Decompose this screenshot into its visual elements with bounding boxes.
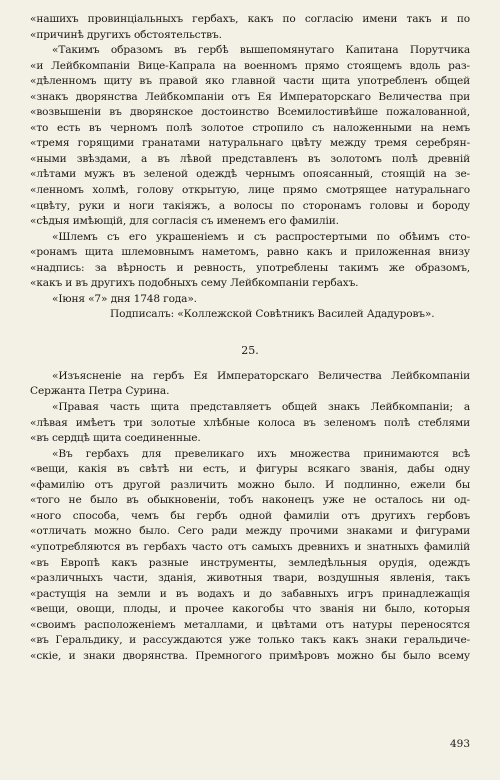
text-line: «причинѣ другихъ обстоятельствъ. [30,28,222,41]
text-line: «Іюня «7» дня 1748 года». [52,292,197,305]
text-line: «ного способа, чемъ бы гербъ одной фамиліи отъ другихъ гербовъ [30,509,470,522]
text-line: «ленномъ холмѣ, голову открытую, лице прямо смотрящее натуральнаго [30,184,470,197]
text-line: «того не было въ обыкновеніи, тобъ наконецъ уже не осталось ни од- [30,494,470,507]
text-line: «какъ и въ другихъ подобныхъ сему Лейбкомпаніи гербахъ. [30,277,359,290]
text-line: «въ Европѣ какъ разные инструменты, земледѣльныя орудія, одеждъ [30,556,470,569]
text-line: «и Лейбкомпаніи Вице-Капрала на военномъ прямо стоящемъ вдоль раз- [30,59,470,72]
spacer [30,323,470,343]
text-line: «Въ гербахъ для превеликаго ихъ множества принимаются всѣ [52,447,470,460]
text-line: «различныхъ части, зданія, животныя твари, воздушныя явленія, такъ [30,572,470,585]
text-line: «скіе, и знаки дворянства. Премногого примѣровъ можно бы было всему [30,649,470,662]
text-line: «растущія на земли и въ водахъ и до забавныхъ игръ принадлежащія [30,587,470,600]
text-line: «употребляются въ гербахъ часто отъ самыхъ древнихъ и знатныхъ фамилій [30,540,470,553]
text-line: «вещи, овощи, плоды, и прочее какогобы что званія ни было, которыя [30,603,470,616]
text-line: «отличать можно было. Сего ради между прочими знаками и фигурами [30,525,470,538]
text-line: «лѣтами мужъ въ зеленой одеждѣ чернымъ опоясанный, стоящій на зе- [30,168,470,181]
text-line: «нашихъ провинціальныхъ гербахъ, какъ по согласію имени такъ и по [30,13,470,25]
text-line: «Изъясненіе на гербъ Ея Императорскаго Величества Лейбкомпаніи [52,369,470,382]
text-line: «своимъ расположеніемъ металлами, и цвѣтами отъ натуры переносятся [30,618,470,631]
first-entry-block [30,12,470,323]
text-line: «въ сердцѣ щита соединенные. [30,432,201,445]
text-line: «лѣвая имѣетъ три золотые хлѣбные колоса въ зеленомъ полѣ стеблями [30,416,470,429]
text-line: Сержанта Петра Сурина. [30,385,170,398]
text-line: «Шлемъ съ его украшеніемъ и съ распростертыми по обѣимъ сто- [52,230,470,243]
text-line: «знакъ дворянства Лейбкомпаніи отъ Ея Императорскаго Величества при [30,90,470,103]
page-number: 493 [449,738,470,750]
text-line: «надпись: за вѣрность и ревность, употреблены такимъ же образомъ, [30,261,470,274]
text-line: «возвышеніи въ дворянское достоинство Всемилостивѣйше пожалованной, [30,106,470,119]
text-line: «ронамъ щита шлемовнымъ наметомъ, равно какъ и приложенная внизу [30,246,470,259]
section-number: 25. [241,343,259,357]
text-line: «цвѣту, руки и ноги такіяжъ, а волосы по сторонамъ головы и бороду [30,199,470,212]
text-line: «ными звѣздами, а въ лѣвой представленъ въ золотомъ полѣ древній [30,152,470,165]
text-line: «сѣдыя имѣющій, для согласія съ именемъ его фамиліи. [30,215,339,228]
spacer [30,359,470,369]
text-line: Подписалъ: «Коллежской Совѣтникъ Василей Ададуровъ». [110,308,435,321]
text-line: «въ Геральдику, и рассуждаются уже только такъ какъ знаки геральдиче- [30,634,470,647]
text-line: «вещи, какія въ свѣтѣ ни есть, и фигуры всякаго званія, дабы одну [30,463,470,476]
text-line: «Такимъ образомъ въ гербѣ вышепомянутаго Капитана Порутчика [52,44,470,57]
text-line: «фамилію отъ другой различить можно было. И подлинно, ежели бы [30,478,470,491]
text-line: «дѣленномъ щиту въ правой яко главной части щита употребленъ общей [30,75,470,88]
text-line: «Правая часть щита представляетъ общей знакъ Лейбкомпаніи; а [52,401,470,414]
text-line: «тремя горящими гранатами натуральнаго цвѣту между тремя серебрян- [30,137,470,150]
text-line: «то есть въ черномъ полѣ золотое стропило съ наложенными на немъ [30,121,470,134]
second-entry-block [30,369,470,664]
